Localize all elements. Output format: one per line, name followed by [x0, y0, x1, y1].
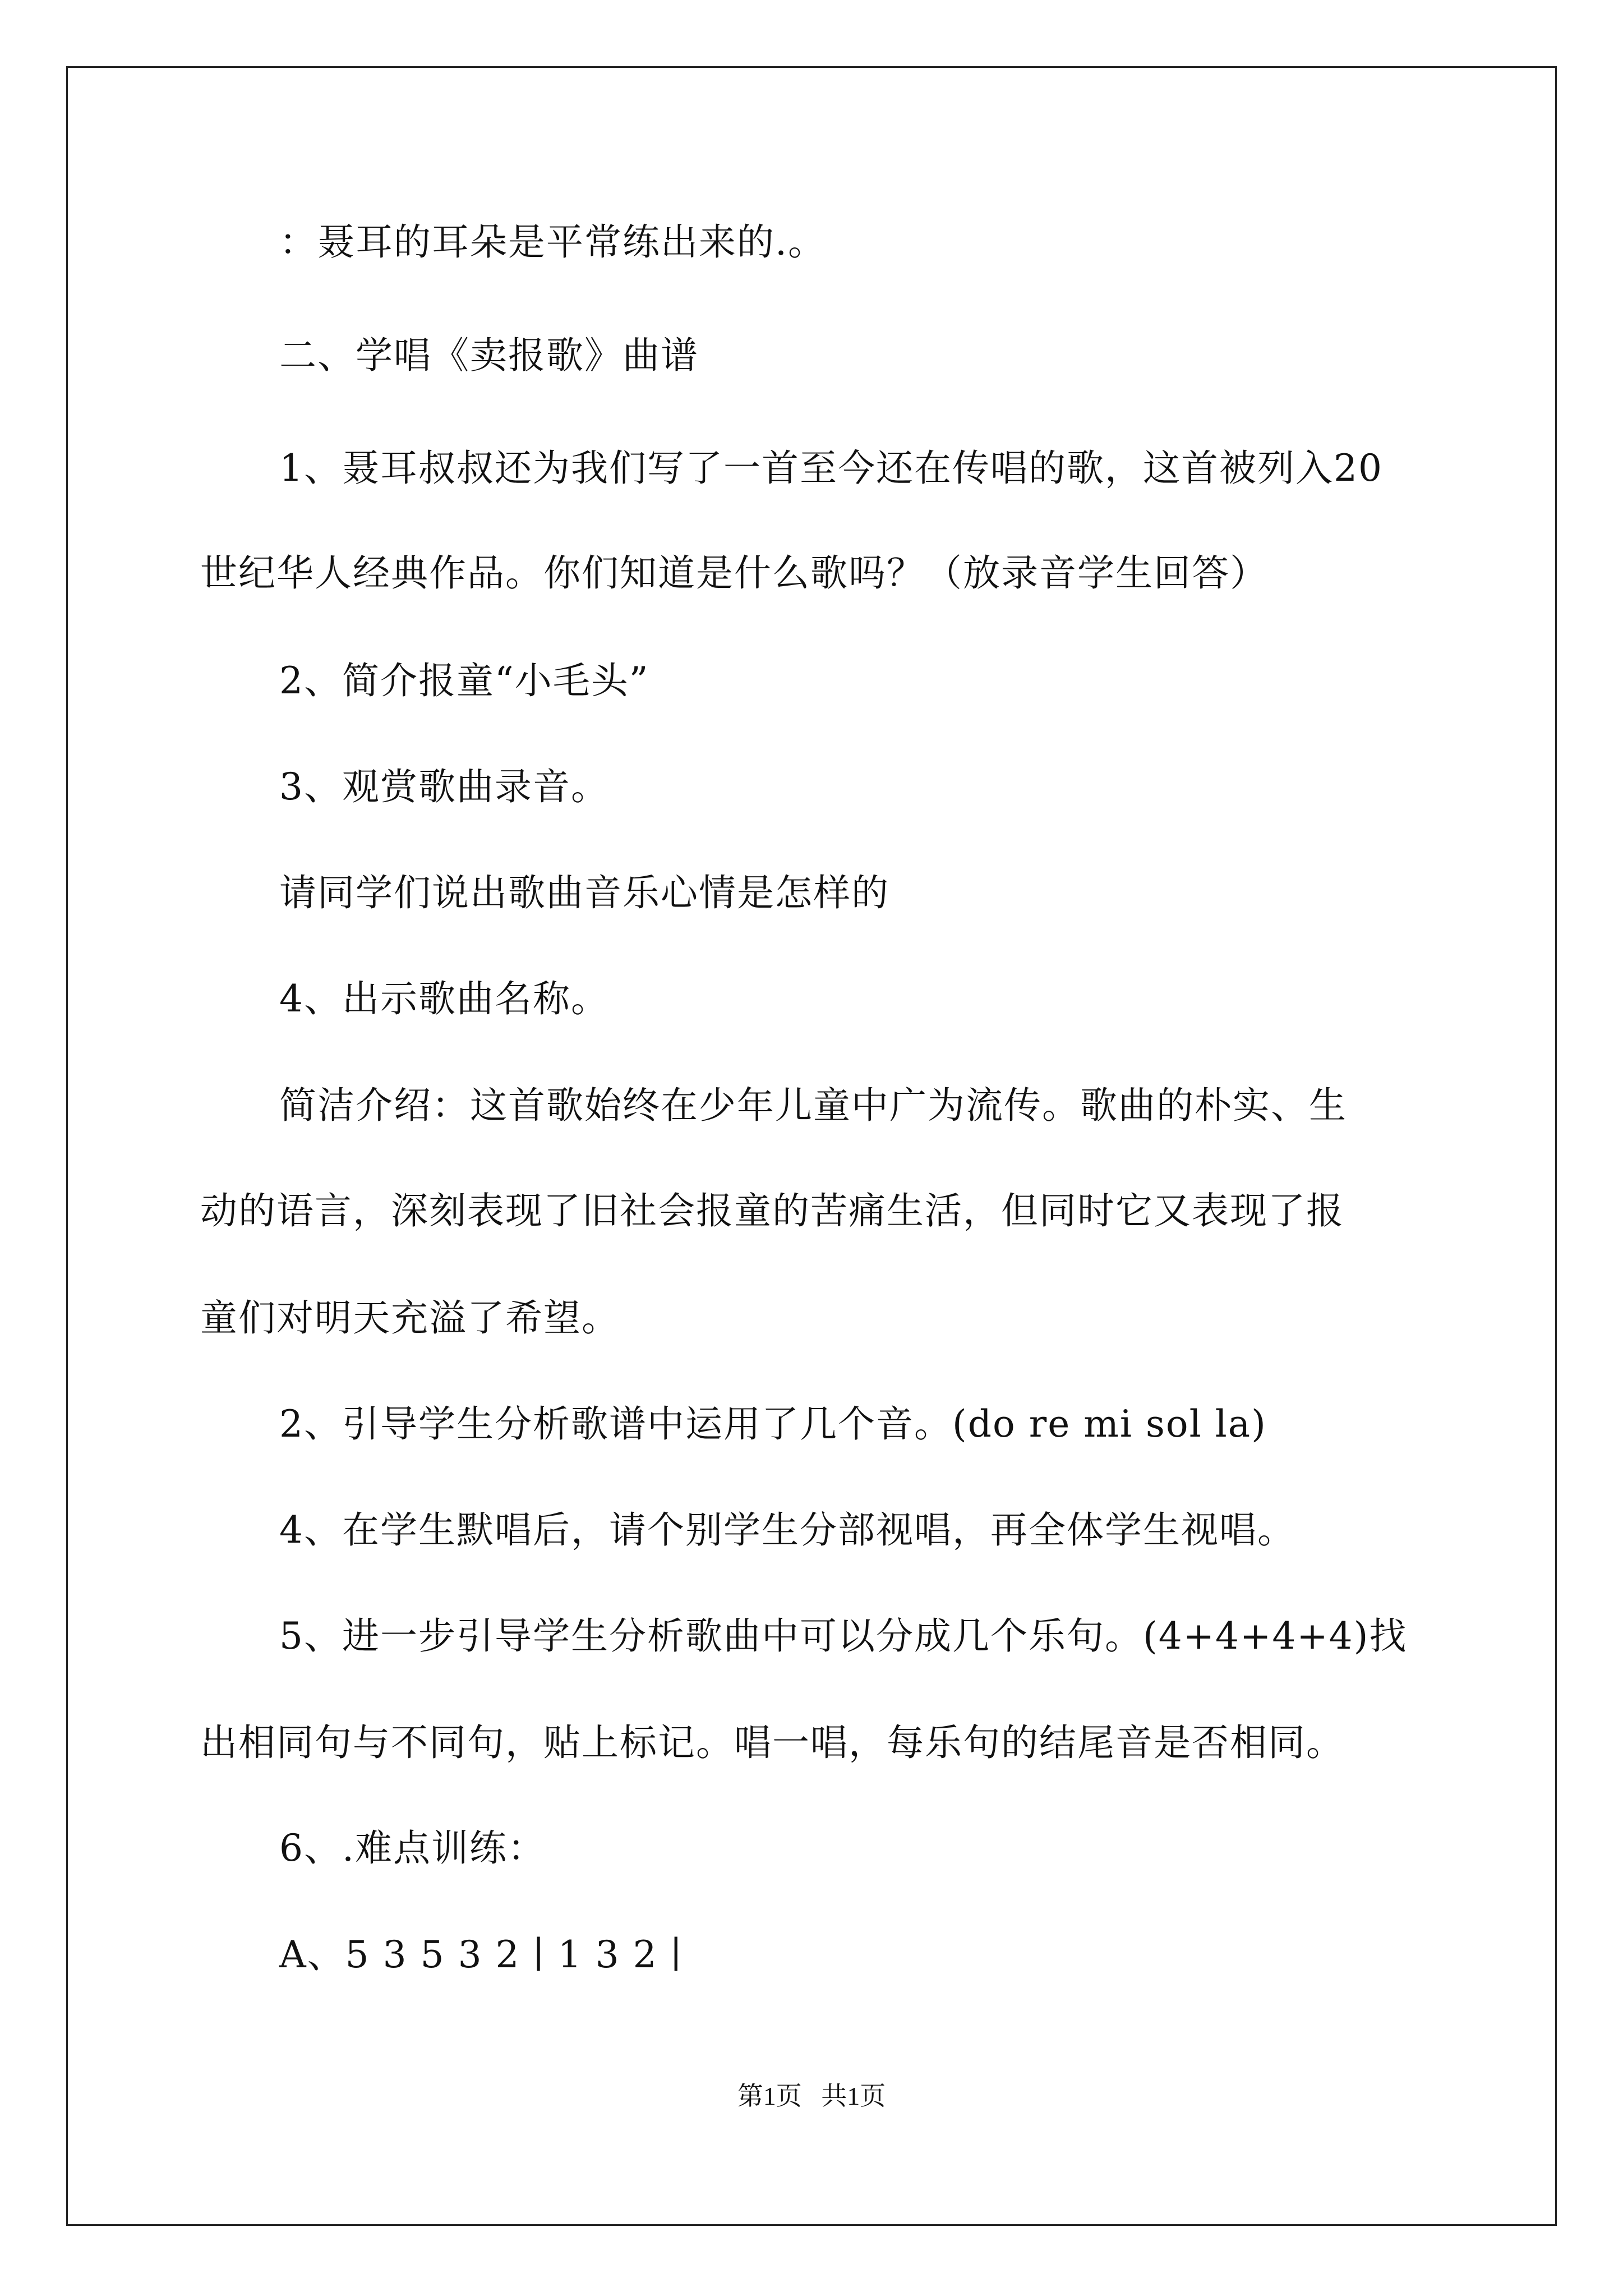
paragraph-line: 3、观赏歌曲录音。 — [279, 765, 609, 808]
page-footer: 第1页 共1页 — [737, 2082, 886, 2110]
paragraph-line: 2、引导学生分析歌谱中运用了几个音。(do re mi sol la) — [279, 1402, 1267, 1446]
paragraph-line: 4、在学生默唱后，请个别学生分部视唱，再全体学生视唱。 — [279, 1508, 1295, 1552]
paragraph-line: 1、聂耳叔叔还为我们写了一首至今还在传唱的歌，这首被列入20 — [279, 447, 1383, 490]
paragraph-line: 4、出示歌曲名称。 — [279, 977, 609, 1020]
paragraph-line: 简洁介绍：这首歌始终在少年儿童中广为流传。歌曲的朴实、生 — [279, 1084, 1347, 1127]
paragraph-line: 6、.难点训练： — [279, 1826, 546, 1870]
page-frame — [66, 66, 1557, 2226]
paragraph-line: 5、进一步引导学生分析歌曲中可以分成几个乐句。(4+4+4+4)找 — [279, 1614, 1408, 1658]
paragraph-line: 出相同句与不同句，贴上标记。唱一唱，每乐句的结尾音是否相同。 — [200, 1721, 1344, 1764]
paragraph-line: 请同学们说出歌曲音乐心情是怎样的 — [279, 871, 889, 914]
paragraph-line: ：聂耳的耳朵是平常练出来的.。 — [279, 220, 826, 264]
section-heading: 二、学唱《卖报歌》曲谱 — [279, 334, 699, 377]
paragraph-line: 世纪华人经典作品。你们知道是什么歌吗？（放录音学生回答） — [200, 551, 1268, 595]
notation-line: A、5 3 5 3 2 ∣ 1 3 2 ∣ — [279, 1933, 683, 1976]
paragraph-line: 动的语言，深刻表现了旧社会报童的苦痛生活，但同时它又表现了报 — [200, 1189, 1344, 1232]
paragraph-line: 童们对明天充溢了希望。 — [200, 1296, 620, 1340]
paragraph-line: 2、简介报童“小毛头” — [279, 659, 649, 702]
